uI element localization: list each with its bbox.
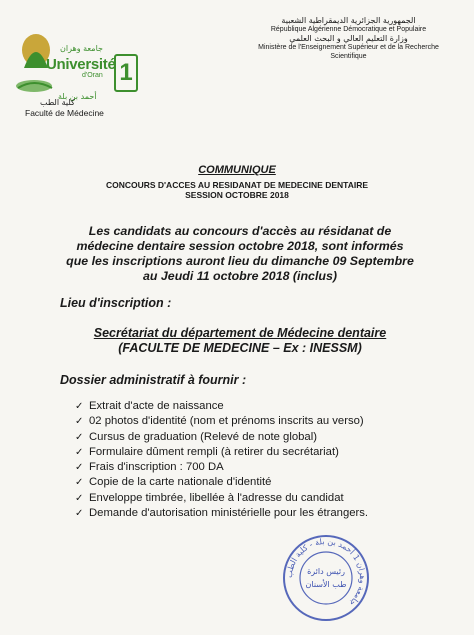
intro-paragraph <box>60 224 420 284</box>
documents-heading: Dossier administratif à fournir : <box>60 373 247 387</box>
document-item-text: Cursus de graduation (Relevé de note global) <box>89 430 317 443</box>
check-icon: ✓ <box>75 416 84 428</box>
place-heading: Lieu d'inscription : <box>60 296 172 310</box>
stamp-inner-line-2: طب الأسنان <box>305 580 347 589</box>
document-item-text: Enveloppe timbrée, libellée à l'adresse du candidat <box>89 491 344 504</box>
check-icon: ✓ <box>75 477 84 489</box>
header-arabic-ministry: وزارة التعليم العالي و البحث العلمي <box>289 34 408 43</box>
check-icon: ✓ <box>75 462 84 474</box>
document-item <box>75 506 368 521</box>
ministry-header <box>241 16 456 61</box>
document-item-text: Demande d'autorisation ministérielle pour les étrangers. <box>89 507 369 520</box>
document-item-text: Formulaire dûment rempli (à retirer du secrétariat) <box>89 445 339 458</box>
header-arabic-republic: الجمهورية الجزائرية الديمقراطية الشعبية <box>281 16 416 25</box>
intro-line-2: médecine dentaire session octobre 2018, sont informés <box>76 239 404 253</box>
faculty-arabic: كلية الطب <box>40 98 75 107</box>
check-icon: ✓ <box>75 431 84 443</box>
check-icon: ✓ <box>75 401 84 412</box>
document-item <box>75 475 368 490</box>
logo-arabic-top: جامعة وهران <box>60 44 103 53</box>
document-item <box>75 399 368 414</box>
stamp-outer-text: جامعة وهران 1 أحمد بن بلة - كلية الطب <box>284 536 368 608</box>
intro-line-4: au Jeudi 11 octobre 2018 (inclus) <box>143 269 337 283</box>
document-item <box>75 430 368 445</box>
document-item-text: Copie de la carte nationale d'identité <box>89 476 272 489</box>
place-block <box>60 326 420 356</box>
document-item <box>75 414 368 429</box>
documents-list <box>75 399 368 521</box>
faculty-french: Faculté de Médecine <box>25 108 104 118</box>
check-icon: ✓ <box>75 492 84 504</box>
document-item <box>75 445 368 460</box>
check-icon: ✓ <box>75 508 84 520</box>
document-item-text: Extrait d'acte de naissance <box>89 400 224 412</box>
place-line-1: Secrétariat du département de Médecine dentaire <box>93 326 387 340</box>
intro-line-3: que les inscriptions auront lieu du dimanche 09 Septembre <box>66 254 414 268</box>
intro-line-1: Les candidats au concours d'accès au résidanat de <box>88 224 392 238</box>
document-title: COMMUNIQUE <box>198 164 276 176</box>
logo-university-text: Université <box>46 56 116 73</box>
logo-city-text: d'Oran <box>82 72 103 79</box>
document-subtitle <box>0 180 474 200</box>
subtitle-line-1: CONCOURS D'ACCES AU RESIDANAT DE MEDECINE DENTAIRE <box>105 180 369 190</box>
stamp-inner-line-1: رئيس دائرة <box>307 567 345 576</box>
place-line-2: (FACULTE DE MEDECINE – Ex : INESSM) <box>118 341 362 355</box>
document-item-text: 02 photos d'identité (nom et prénoms inscrits au verso) <box>89 415 364 428</box>
document-item <box>75 491 368 506</box>
document-item <box>75 460 368 475</box>
document-item-text: Frais d'inscription : 700 DA <box>89 461 224 474</box>
logo-number: 1 <box>114 54 138 92</box>
header-french-ministry: Ministère de l'Enseignement Supérieur et de la Recherche Scientifique <box>258 44 439 60</box>
official-stamp <box>282 534 370 622</box>
subtitle-line-2: SESSION OCTOBRE 2018 <box>185 190 289 200</box>
check-icon: ✓ <box>75 446 84 458</box>
logo-arabic-bottom: أحمد بن بلة <box>58 92 97 101</box>
header-french-republic: République Algérienne Démocratique et Populaire <box>270 26 427 33</box>
